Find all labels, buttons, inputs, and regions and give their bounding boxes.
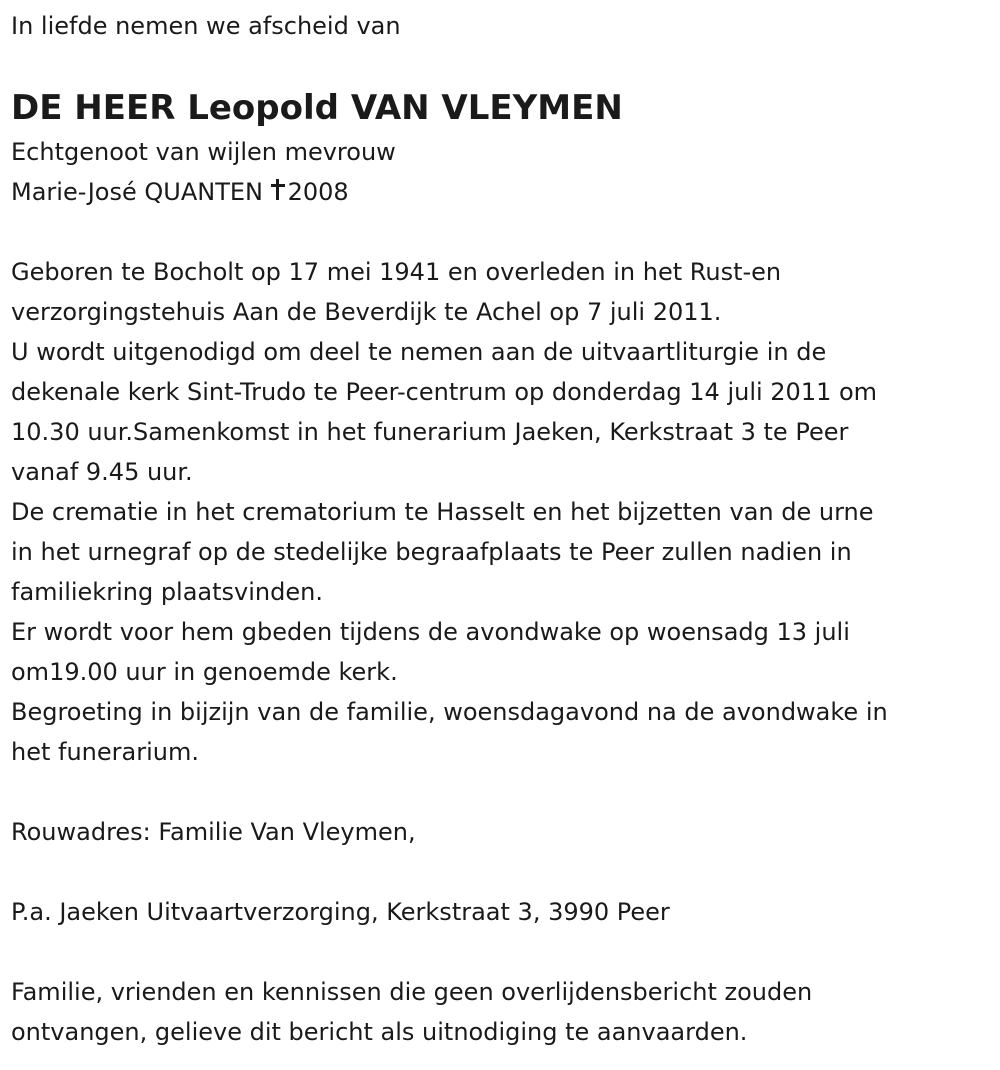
obituary-notice bbox=[11, 6, 991, 1052]
spacer bbox=[11, 852, 991, 892]
spouse-name: Marie-José QUANTEN bbox=[11, 178, 263, 206]
paragraph-line: 10.30 uur.Samenkomst in het funerarium Jaeken, Kerkstraat 3 te Peer bbox=[11, 418, 849, 446]
deceased-name: DE HEER Leopold VAN VLEYMEN bbox=[11, 88, 623, 128]
paragraph-line: ontvangen, gelieve dit bericht als uitnodiging te aanvaarden. bbox=[11, 1018, 748, 1046]
spacer bbox=[11, 772, 991, 812]
care-of-address: P.a. Jaeken Uitvaartverzorging, Kerkstraat 3, 3990 Peer bbox=[11, 898, 670, 926]
paragraph-line: familiekring plaatsvinden. bbox=[11, 578, 323, 606]
paragraph-line: in het urnegraf op de stedelijke begraafplaats te Peer zullen nadien in bbox=[11, 538, 852, 566]
paragraph-line: Begroeting in bijzijn van de familie, woensdagavond na de avondwake in bbox=[11, 698, 888, 726]
wake-paragraph bbox=[11, 612, 991, 692]
paragraph-line: U wordt uitgenodigd om deel te nemen aan de uitvaartliturgie in de bbox=[11, 338, 827, 366]
cremation-paragraph bbox=[11, 492, 991, 612]
spouse-name-line bbox=[11, 172, 991, 212]
paragraph-line: Geboren te Bocholt op 17 mei 1941 en overleden in het Rust-en bbox=[11, 258, 782, 286]
paragraph-line: Familie, vrienden en kennissen die geen overlijdensbericht zouden bbox=[11, 978, 813, 1006]
cross-icon bbox=[271, 179, 285, 201]
mourning-address: Rouwadres: Familie Van Vleymen, bbox=[11, 818, 416, 846]
paragraph-line: De crematie in het crematorium te Hasselt en het bijzetten van de urne bbox=[11, 498, 874, 526]
closing-paragraph bbox=[11, 972, 991, 1052]
paragraph-line: vanaf 9.45 uur. bbox=[11, 458, 193, 486]
funeral-paragraph bbox=[11, 332, 991, 492]
spacer bbox=[11, 212, 991, 252]
intro-text: In liefde nemen we afscheid van bbox=[11, 12, 401, 40]
spouse-line: Echtgenoot van wijlen mevrouw bbox=[11, 138, 396, 166]
paragraph-line: verzorgingstehuis Aan de Beverdijk te Achel op 7 juli 2011. bbox=[11, 298, 722, 326]
paragraph-line: Er wordt voor hem gbeden tijdens de avondwake op woensadg 13 juli bbox=[11, 618, 850, 646]
paragraph-line: het funerarium. bbox=[11, 738, 199, 766]
paragraph-line: om19.00 uur in genoemde kerk. bbox=[11, 658, 398, 686]
greeting-paragraph bbox=[11, 692, 991, 772]
spacer bbox=[11, 932, 991, 972]
birth-death-paragraph bbox=[11, 252, 991, 332]
spouse-death-year: 2008 bbox=[287, 178, 349, 206]
paragraph-line: dekenale kerk Sint-Trudo te Peer-centrum op donderdag 14 juli 2011 om bbox=[11, 378, 878, 406]
